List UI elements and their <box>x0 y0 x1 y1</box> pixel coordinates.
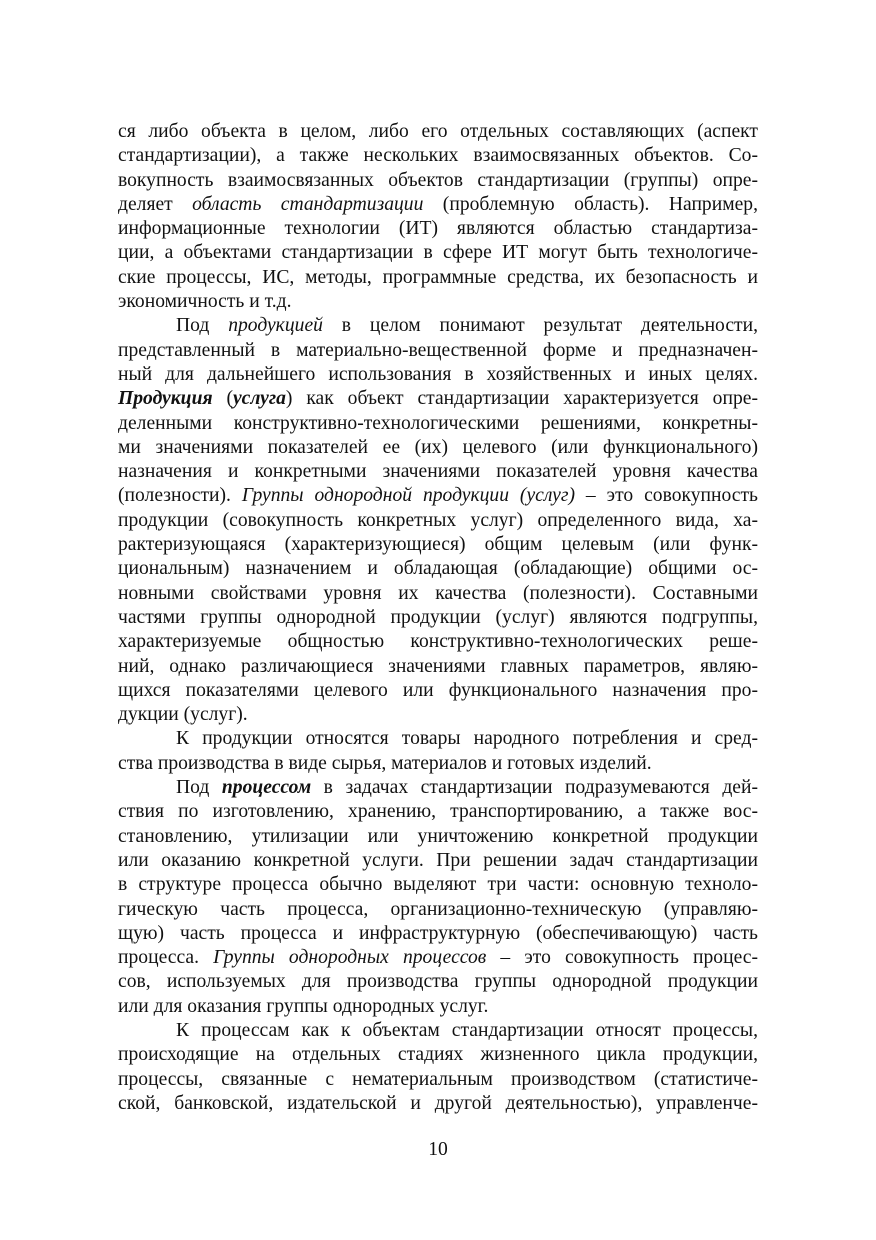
text-line: частями группы однородной продукции (услуг) являются подгруппы, <box>118 606 758 628</box>
text-line: сов, используемых для производства группы однородной продукции <box>118 971 758 993</box>
text-line: назначения и конкретными значениями показателей уровня качества <box>118 461 758 483</box>
text-line: или для оказания группы однородных услуг. <box>118 995 489 1017</box>
text-line: ствия по изготовлению, хранению, транспортированию, а также вос- <box>118 801 758 823</box>
page-number: 10 <box>428 1139 448 1160</box>
text-run: – это совокупность процес- <box>486 947 758 969</box>
text-line: К процессам как к объектам стандартизации относят процессы, <box>176 1019 758 1041</box>
text-line: ми значениями показателей ее (их) целевого (или функционального) <box>118 436 758 458</box>
text-line <box>118 314 758 338</box>
term-process-bold: процессом <box>221 777 312 799</box>
text-run: ( <box>212 388 233 410</box>
text-line: щую) часть процесса и инфраструктурную (обеспечивающую) часть <box>118 922 758 944</box>
text-line: ства производства в виде сырья, материалов и готовых изделий. <box>118 752 652 774</box>
text-line <box>118 776 758 800</box>
text-line: ские процессы, ИС, методы, программные средства, их безопасность и <box>118 266 758 288</box>
paragraph <box>118 1019 758 1116</box>
page-body <box>118 120 758 1116</box>
text-line: становлению, утилизации или уничтожению конкретной продукции <box>118 825 758 847</box>
text-line: вокупность взаимосвязанных объектов стандартизации (группы) опре- <box>118 169 758 191</box>
text-line: продукции (совокупность конкретных услуг) определенного вида, ха- <box>118 509 758 531</box>
text-run: (проблемную область). Например, <box>423 193 758 215</box>
paragraph <box>118 776 758 1019</box>
text-line: происходящие на отдельных стадиях жизненного цикла продукции, <box>118 1044 758 1066</box>
text-line: ской, банковской, издательской и другой деятельностью), управленче- <box>118 1092 758 1114</box>
paragraph <box>118 120 758 314</box>
text-line: щихся показателями целевого или функционального назначения про- <box>118 679 758 701</box>
text-line: ся либо объекта в целом, либо его отдельных составляющих (аспект <box>118 121 758 142</box>
paragraph <box>118 314 758 727</box>
text-line: в структуре процесса обычно выделяют три части: основную техноло- <box>118 874 758 896</box>
text-line: ный для дальнейшего использования в хозяйственных и иных целях. <box>118 363 758 385</box>
text-run: – это совокупность <box>575 485 758 507</box>
text-line: ции, а объектами стандартизации в сфере ИТ могут быть технологиче- <box>118 242 758 264</box>
text-line: рактеризующаяся (характеризующиеся) общим целевым (или функ- <box>118 534 758 556</box>
text-line: или оказанию конкретной услуги. При решении задач стандартизации <box>118 849 758 871</box>
text-line: гическую часть процесса, организационно-техническую (управляю- <box>118 898 758 920</box>
text-line: процессы, связанные с нематериальным производством (статистиче- <box>118 1068 758 1090</box>
text-line: деленными конструктивно-технологическими решениями, конкретны- <box>118 412 758 434</box>
text-line: новными свойствами уровня их качества (полезности). Составными <box>118 582 758 604</box>
term-homogeneous-process-groups: Группы однородных процессов <box>213 947 487 969</box>
term-product: продукцией <box>228 315 323 337</box>
text-line: К продукции относятся товары народного потребления и сред- <box>176 728 758 750</box>
paragraph <box>118 727 758 776</box>
text-line <box>118 946 758 970</box>
text-line: ний, однако различающиеся значениями главных параметров, являю- <box>118 655 758 677</box>
term-service-bold: услуга <box>232 388 286 410</box>
text-run: деляет <box>118 193 193 215</box>
term-homogeneous-product-groups: Группы однородной продукции (услуг) <box>241 485 575 507</box>
text-line <box>118 484 758 508</box>
text-run: в целом понимают результат деятельности, <box>322 315 758 337</box>
text-line: представленный в материально-вещественной форме и предназначен- <box>118 339 758 361</box>
term-product-bold: Продукция <box>118 388 213 410</box>
text-line: характеризуемые общностью конструктивно-технологических реше- <box>118 631 758 653</box>
text-run: в задачах стандартизации подразумеваются дей- <box>311 777 759 799</box>
text-line: циональным) назначением и обладающая (обладающие) общими ос- <box>118 558 758 580</box>
text-run: Под <box>176 315 229 337</box>
text-line <box>118 193 758 217</box>
text-run: Под <box>176 777 222 799</box>
text-line: экономичность и т.д. <box>118 291 292 313</box>
text-run: (полезности). <box>118 485 242 507</box>
text-line: стандартизации), а также нескольких взаимосвязанных объектов. Со- <box>118 145 758 167</box>
text-line <box>118 387 758 411</box>
text-run: процесса. <box>118 947 214 969</box>
text-line: информационные технологии (ИТ) являются областью стандартиза- <box>118 218 758 240</box>
term-standardization-area: область стандартизации <box>192 193 424 215</box>
text-run: ) как объект стандартизации характеризуется опре- <box>285 388 758 410</box>
text-line: дукции (услуг). <box>118 704 248 726</box>
